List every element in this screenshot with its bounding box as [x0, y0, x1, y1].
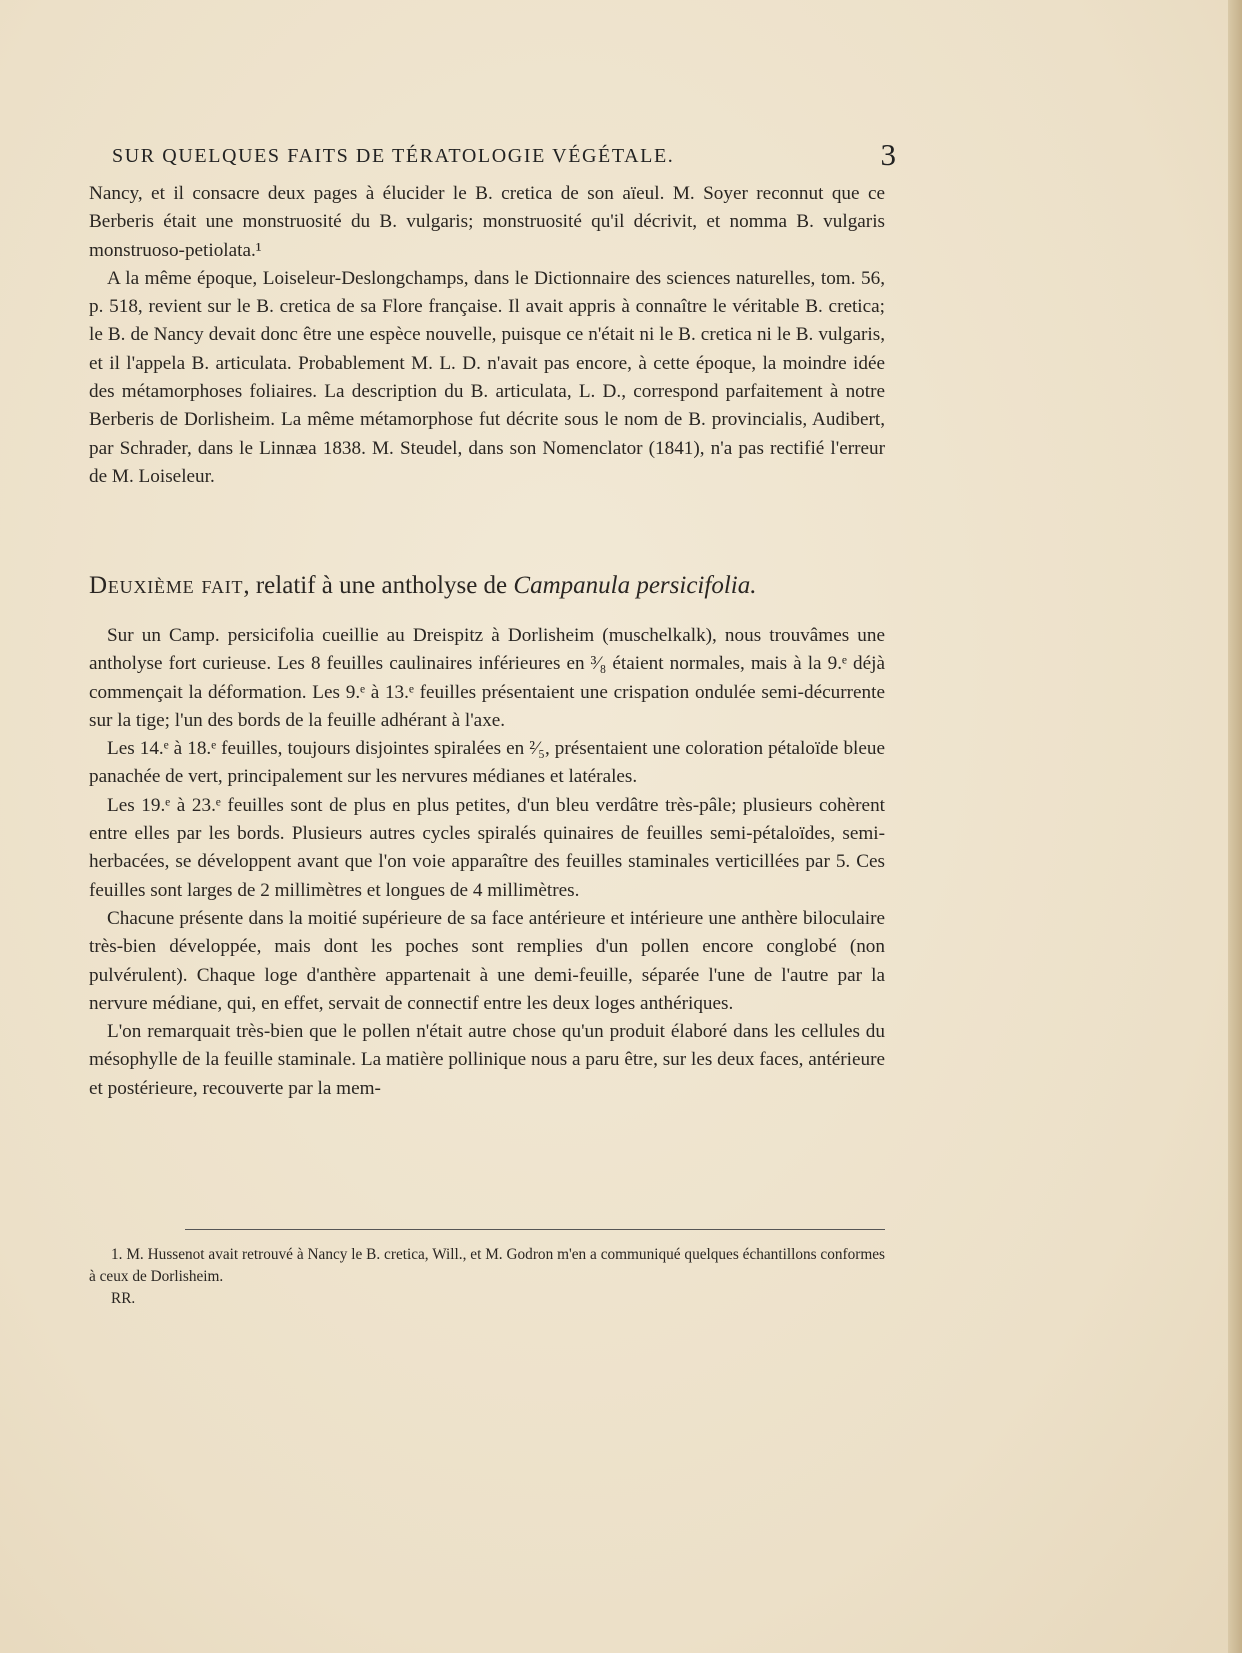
section-1-text: [89, 180, 885, 491]
running-head: [112, 137, 896, 172]
paragraph: Les 14.ᵉ à 18.ᵉ feuilles, toujours disjointes spiralées en ²⁄₅, présentaient une coloration pétaloïde bleue panachée de vert, principalement sur les nervures médianes et latérales.: [89, 738, 885, 788]
heading-species: Campanula persicifolia.: [513, 572, 757, 599]
footnote-signature: RR.: [111, 1290, 136, 1307]
heading-rest: , relatif à une antholyse de: [243, 572, 514, 599]
paragraph: Nancy, et il consacre deux pages à élucider le B. cretica de son aïeul. M. Soyer reconnut que ce Berberis était une monstruosité du B. vulgaris; monstruosité qu'il décrivit, et nomma B. vulgaris monstruoso-petiolata.¹: [89, 183, 885, 261]
footnote: 1. M. Hussenot avait retrouvé à Nancy le B. cretica, Will., et M. Godron m'en a communiqué quelques échantillons conformes à ceux de Dorlisheim.: [89, 1246, 885, 1285]
running-head-title: SUR QUELQUES FAITS DE TÉRATOLOGIE VÉGÉTALE.: [112, 145, 675, 167]
paragraph: L'on remarquait très-bien que le pollen n'était autre chose qu'un produit élaboré dans les cellules du mésophylle de la feuille staminale. La matière pollinique nous a paru être, sur les deux faces, antérieure et postérieure, recouverte par la mem-: [89, 1021, 885, 1099]
paragraph: Chacune présente dans la moitié supérieure de sa face antérieure et intérieure une anthère biloculaire très-bien développée, mais dont les poches sont remplies d'un pollen encore conglobé (non pulvérulent). Chaque loge d'anthère appartenait à une demi-feuille, séparée l'une de l'autre par la nervure médiane, qui, en effet, servait de connectif entre les deux loges anthériques.: [89, 907, 885, 1014]
footnote-rule: [185, 1229, 885, 1230]
section-heading: [89, 572, 885, 600]
paragraph: Sur un Camp. persicifolia cueillie au Dreispitz à Dorlisheim (muschelkalk), nous trouvâmes une antholyse fort curieuse. Les 8 feuilles caulinaires inférieures en ³⁄₈ étaient normales, mais à la 9.ᵉ déjà commençait la déformation. Les 9.ᵉ à 13.ᵉ feuilles présentaient une crispation ondulée semi-décurrente sur la tige; l'un des bords de la feuille adhérant à l'axe.: [89, 625, 885, 731]
page-edge: [1228, 0, 1242, 1653]
footnotes: [89, 1244, 885, 1310]
page-number: 3: [880, 137, 896, 172]
paragraph: Les 19.ᵉ à 23.ᵉ feuilles sont de plus en plus petites, d'un bleu verdâtre très-pâle; plusieurs cohèrent entre elles par les bords. Plusieurs autres cycles spiralés quinaires de feuilles semi-pétaloïdes, semi-herbacées, se développent avant que l'on voie apparaître des feuilles staminales verticillées par 5. Ces feuilles sont larges de 2 millimètres et longues de 4 millimètres.: [89, 794, 885, 901]
heading-lead: Deuxième fait: [89, 572, 244, 599]
paragraph: A la même époque, Loiseleur-Deslongchamps, dans le Dictionnaire des sciences naturelles, tom. 56, p. 518, revient sur le B. cretica de sa Flore française. Il avait appris à connaître le véritable B. cretica; le B. de Nancy devait donc être une espèce nouvelle, puisque ce n'était ni le B. cretica ni le B. vulgaris, et il l'appela B. articulata. Probablement M. L. D. n'avait pas encore, à cette époque, la moindre idée des métamorphoses foliaires. La description du B. articulata, L. D., correspond parfaitement à notre Berberis de Dorlisheim. La même métamorphose fut décrite sous le nom de B. provincialis, Audibert, par Schrader, dans le Linnæa 1838. M. Steudel, dans son Nomenclator (1841), n'a pas rectifié l'erreur de M. Loiseleur.: [89, 267, 885, 487]
section-2-text: [89, 622, 885, 1103]
